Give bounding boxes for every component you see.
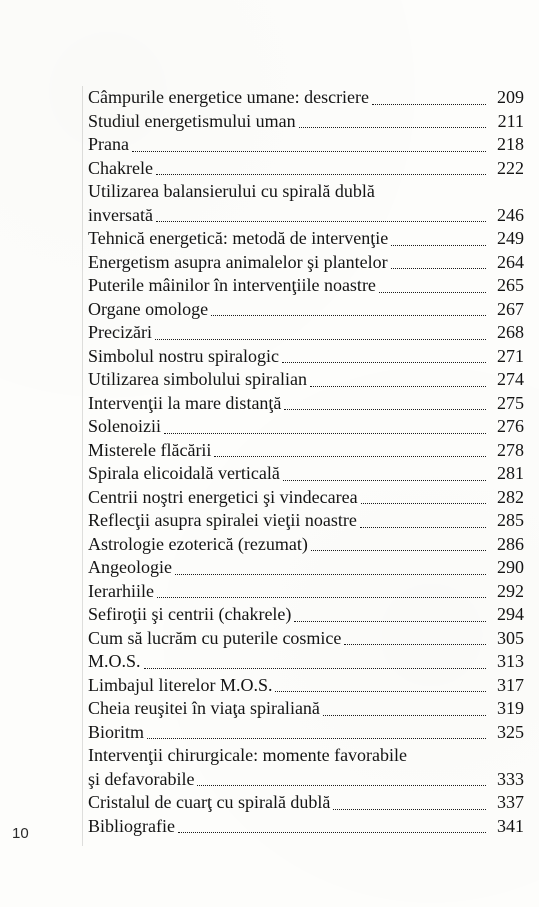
- toc-entry-line: [88, 133, 524, 157]
- toc-leader-dots: [175, 573, 486, 575]
- toc-entry-line: [88, 533, 524, 557]
- toc-entry: [88, 556, 524, 580]
- toc-entry-title: Tehnică energetică: metodă de intervenţie: [88, 228, 389, 248]
- toc-entry-line: [88, 321, 524, 345]
- toc-entry: [88, 815, 524, 839]
- page-number: 10: [12, 825, 29, 842]
- toc-entry-page: 292: [497, 580, 524, 601]
- toc-entry-title: Puterile mâinilor în intervenţiile noastre: [88, 275, 376, 295]
- toc-leader-dots: [282, 361, 486, 363]
- toc-entry-page: 286: [497, 533, 524, 554]
- toc-leader-dots: [156, 220, 486, 222]
- toc-leader-dots: [275, 690, 486, 692]
- toc-leader-dots: [391, 267, 486, 269]
- toc-entry: [88, 133, 524, 157]
- toc-entry-page: 305: [497, 627, 524, 648]
- toc-entry: [88, 791, 524, 815]
- toc-leader-dots: [299, 126, 486, 128]
- toc-entry-line: [88, 227, 524, 251]
- toc-entry-page: 285: [497, 510, 524, 530]
- toc-leader-dots: [361, 502, 486, 504]
- toc-entry-title: Ierarhiile: [88, 580, 154, 601]
- toc-entry: [88, 157, 524, 181]
- toc-entry-title: Cheia reuşitei în viaţa spiraliană: [88, 698, 320, 718]
- toc-entry: [88, 368, 524, 392]
- toc-leader-dots: [294, 620, 486, 622]
- toc-leader-dots: [379, 291, 486, 293]
- toc-entry-title: şi defavorabile: [88, 768, 195, 789]
- toc-entry-title: Simbolul nostru spiralogic: [88, 345, 279, 366]
- toc-entry-line: [88, 815, 524, 839]
- toc-leader-dots: [360, 526, 486, 528]
- toc-entry-page: 276: [497, 416, 524, 436]
- toc-leader-dots: [147, 737, 486, 739]
- toc-entry: [88, 721, 524, 745]
- toc-leader-dots: [283, 479, 486, 481]
- toc-entry-page: 325: [497, 721, 524, 742]
- toc-entry: [88, 462, 524, 486]
- toc-entry-line: [88, 768, 524, 792]
- toc-entry-title: Solenoizii: [88, 416, 161, 436]
- toc-leader-dots: [132, 150, 486, 152]
- toc-entry-title-line1: Intervenţii chirurgicale: momente favorabile: [88, 745, 408, 765]
- toc-entry: [88, 392, 524, 416]
- toc-leader-dots: [323, 714, 486, 716]
- toc-entry-title: Precizări: [88, 322, 152, 342]
- toc-entry-title: Misterele flăcării: [88, 439, 212, 460]
- toc-entry-title: Intervenţii la mare distanţă: [88, 392, 282, 413]
- table-of-contents: [88, 86, 524, 838]
- toc-entry-page: 294: [497, 604, 524, 624]
- toc-entry-title: Bioritm: [88, 721, 145, 742]
- toc-entry: [88, 439, 524, 463]
- toc-entry-line: [88, 368, 524, 392]
- toc-entry: [88, 227, 524, 251]
- toc-entry: [88, 251, 524, 275]
- toc-entry-title: Centrii noştri energetici şi vindecarea: [88, 486, 358, 507]
- toc-entry-title: Astrologie ezoterică (rezumat): [88, 533, 308, 554]
- toc-entry: [88, 110, 524, 134]
- toc-entry-page: 341: [497, 815, 524, 836]
- toc-leader-dots: [372, 103, 486, 105]
- toc-entry: [88, 580, 524, 604]
- toc-entry: [88, 298, 524, 322]
- toc-entry-title: Câmpurile energetice umane: descriere: [88, 87, 370, 107]
- toc-entry-page: 271: [497, 345, 524, 366]
- toc-entry-line: [88, 603, 524, 627]
- toc-entry: [88, 533, 524, 557]
- toc-entry-page: 222: [497, 157, 524, 178]
- toc-leader-dots: [311, 549, 486, 551]
- toc-entry: [88, 627, 524, 651]
- toc-entry: [88, 697, 524, 721]
- toc-entry-title: Studiul energetismului uman: [88, 110, 296, 131]
- toc-entry-page: 333: [497, 768, 524, 789]
- toc-entry-page: 282: [497, 486, 524, 507]
- toc-entry-line: [88, 697, 524, 721]
- toc-entry-page: 281: [497, 463, 524, 483]
- toc-leader-dots: [157, 596, 486, 598]
- toc-entry-title: M.O.S.: [88, 651, 141, 671]
- toc-entry-title: Bibliografie: [88, 815, 175, 836]
- toc-entry-line: [88, 345, 524, 369]
- toc-leader-dots: [214, 455, 486, 457]
- toc-entry-title: Energetism asupra animalelor şi plantelor: [88, 251, 388, 272]
- toc-entry-title: Sefiroţii şi centrii (chakrele): [88, 604, 292, 624]
- toc-entry: [88, 603, 524, 627]
- toc-leader-dots: [197, 784, 486, 786]
- toc-entry-line: [88, 721, 524, 745]
- toc-entry-line: [88, 580, 524, 604]
- toc-entry: [88, 86, 524, 110]
- toc-entry: [88, 486, 524, 510]
- toc-entry-page: 264: [497, 251, 524, 272]
- toc-entry-line: [88, 556, 524, 580]
- toc-entry: [88, 274, 524, 298]
- toc-leader-dots: [391, 244, 486, 246]
- toc-entry: [88, 509, 524, 533]
- toc-entry: [88, 674, 524, 698]
- toc-leader-dots: [333, 808, 486, 810]
- toc-entry-line: [88, 274, 524, 298]
- toc-entry-page: 218: [497, 134, 524, 154]
- toc-entry-page: 246: [497, 204, 524, 225]
- toc-entry-page: 337: [497, 792, 524, 812]
- toc-entry-line: [88, 650, 524, 674]
- toc-leader-dots: [344, 643, 486, 645]
- toc-entry-title: Cum să lucrăm cu puterile cosmice: [88, 627, 342, 648]
- toc-entry-title: Limbajul literelor M.O.S.: [88, 674, 273, 695]
- toc-entry-page: 278: [497, 439, 524, 460]
- toc-entry: [88, 744, 524, 791]
- toc-entry-page: 211: [497, 110, 524, 131]
- toc-entry-page: 249: [497, 228, 524, 248]
- toc-entry-title: Chakrele: [88, 157, 153, 178]
- toc-entry-line: [88, 392, 524, 416]
- toc-entry-line: [88, 251, 524, 275]
- toc-leader-dots: [155, 338, 486, 340]
- toc-leader-dots: [164, 432, 486, 434]
- left-margin-line: [82, 86, 83, 846]
- toc-entry-line: [88, 157, 524, 181]
- toc-entry-page: 313: [497, 651, 524, 671]
- toc-entry-page: 267: [497, 298, 524, 319]
- toc-entry: [88, 650, 524, 674]
- toc-entry-title: Utilizarea simbolului spiralian: [88, 369, 307, 389]
- toc-entry-title: Angeologie: [88, 557, 172, 577]
- toc-entry-title: inversată: [88, 204, 153, 225]
- toc-entry-page: 209: [497, 87, 524, 107]
- toc-entry-page: 265: [497, 275, 524, 295]
- toc-entry-title: Spirala elicoidală verticală: [88, 463, 280, 483]
- toc-entry-line: [88, 204, 524, 228]
- toc-entry-page: 274: [497, 369, 524, 389]
- toc-entry-line: [88, 509, 524, 533]
- toc-entry-title: Reflecţii asupra spiralei vieţii noastre: [88, 510, 357, 530]
- toc-entry-page: 268: [497, 322, 524, 342]
- toc-entry-line: [88, 415, 524, 439]
- toc-entry: [88, 180, 524, 227]
- toc-entry-line: [88, 486, 524, 510]
- toc-leader-dots: [211, 314, 486, 316]
- toc-leader-dots: [156, 173, 486, 175]
- toc-entry: [88, 321, 524, 345]
- toc-leader-dots: [310, 385, 486, 387]
- toc-entry-title: Organe omologe: [88, 298, 209, 319]
- toc-entry-title: Cristalul de cuarţ cu spirală dublă: [88, 792, 331, 812]
- toc-entry-line: [88, 674, 524, 698]
- toc-entry-title-line1: Utilizarea balansierului cu spirală dublă: [88, 181, 375, 201]
- toc-entry-line: [88, 86, 524, 110]
- toc-entry-line: [88, 298, 524, 322]
- toc-entry-title: Prana: [88, 134, 129, 154]
- toc-entry-line: [88, 462, 524, 486]
- toc-entry-page: 290: [497, 557, 524, 577]
- toc-entry-page: 275: [497, 392, 524, 413]
- toc-leader-dots: [178, 831, 486, 833]
- toc-entry-page: 319: [497, 698, 524, 718]
- toc-leader-dots: [284, 408, 486, 410]
- toc-entry-line: [88, 627, 524, 651]
- toc-entry-line: [88, 791, 524, 815]
- toc-entry: [88, 415, 524, 439]
- toc-entry: [88, 345, 524, 369]
- toc-entry-line: [88, 110, 524, 134]
- toc-leader-dots: [144, 667, 486, 669]
- toc-entry-page: 317: [497, 674, 524, 695]
- toc-entry-line: [88, 439, 524, 463]
